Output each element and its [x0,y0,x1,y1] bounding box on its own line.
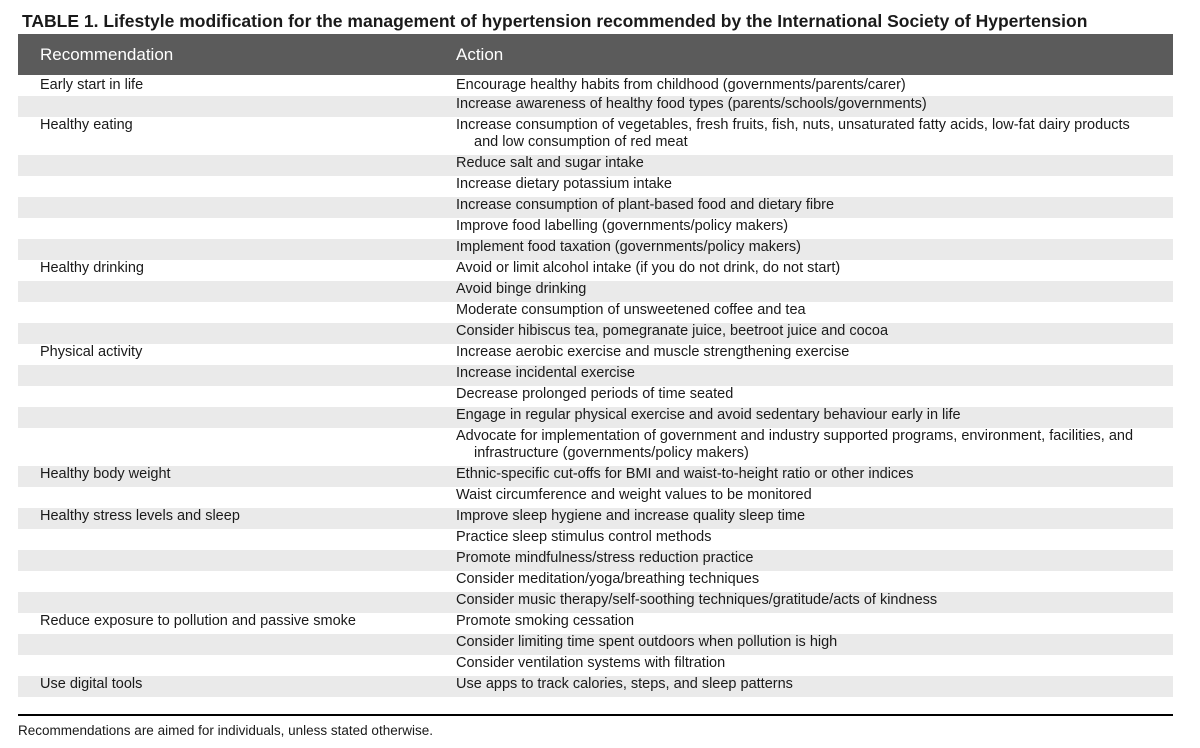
recommendation-cell [18,592,436,613]
table-row [18,365,1173,386]
header-action: Action [456,44,504,64]
recommendation-cell [18,323,436,344]
action-text: Consider ventilation systems with filtration [456,655,726,671]
recommendation-cell [18,655,436,676]
table-row [18,386,1173,407]
recommendation-cell: Use digital tools [40,676,143,692]
action-cell [436,281,1173,302]
recommendation-cell [18,218,436,239]
action-cell [436,529,1173,550]
recommendation-cell [18,281,436,302]
action-cell [436,218,1173,239]
table-row [18,676,1173,697]
header-recommendation: Recommendation [40,44,174,64]
action-cell [436,407,1173,428]
action-cell [436,466,1173,487]
recommendation-cell [18,634,436,655]
recommendation-cell [18,155,436,176]
action-text: Advocate for implementation of government and industry supported programs, environment, facilities, and infrastructure (governments/policy makers) [456,428,1134,461]
table-row [18,634,1173,655]
table-row [18,176,1173,197]
action-text: Consider limiting time spent outdoors when pollution is high [456,634,838,650]
bottom-rule [18,714,1173,716]
action-text: Increase consumption of plant-based food and dietary fibre [456,197,835,213]
table-row [18,466,1173,487]
table-row [18,260,1173,281]
action-text: Improve food labelling (governments/policy makers) [456,218,789,234]
action-cell [436,634,1173,655]
table-row [18,218,1173,239]
action-text: Engage in regular physical exercise and avoid sedentary behaviour early in life [456,407,961,423]
action-cell [436,592,1173,613]
recommendation-cell [18,487,436,508]
recommendation-cell: Healthy drinking [40,260,144,276]
action-cell [436,176,1173,197]
recommendation-cell [18,365,436,386]
lifestyle-table [18,34,1173,697]
action-cell [436,323,1173,344]
recommendation-cell: Healthy stress levels and sleep [40,508,240,524]
recommendation-cell [18,197,436,218]
action-text: Promote smoking cessation [456,613,635,629]
action-text: Avoid or limit alcohol intake (if you do not drink, do not start) [456,260,841,276]
action-cell [436,96,1173,117]
recommendation-cell: Reduce exposure to pollution and passive smoke [40,613,356,629]
action-cell [436,197,1173,218]
action-cell [436,344,1173,365]
action-text: Increase dietary potassium intake [456,176,672,192]
table-row [18,529,1173,550]
recommendation-cell: Early start in life [40,77,144,93]
table-body [18,75,1173,697]
table-row [18,655,1173,676]
recommendation-cell: Healthy body weight [40,466,171,482]
header-row [18,34,1173,75]
recommendation-cell [18,407,436,428]
table-header [18,34,1173,75]
action-text: Reduce salt and sugar intake [456,155,644,171]
action-cell [436,676,1173,697]
table-row [18,96,1173,117]
table-title: TABLE 1. Lifestyle modification for the management of hypertension recommended by the International Society of Hypertension [22,11,1088,31]
action-text: Waist circumference and weight values to be monitored [456,487,812,503]
action-text: Increase aerobic exercise and muscle strengthening exercise [456,344,850,360]
action-text: Practice sleep stimulus control methods [456,529,712,545]
action-cell [436,75,1173,96]
action-cell [436,428,1173,466]
footnote: Recommendations are aimed for individuals, unless stated otherwise. [18,723,433,738]
action-text: Implement food taxation (governments/policy makers) [456,239,801,255]
action-cell [436,508,1173,529]
action-cell [436,655,1173,676]
table-row [18,75,1173,96]
action-text: Ethnic-specific cut-offs for BMI and waist-to-height ratio or other indices [456,466,914,482]
recommendation-cell [18,302,436,323]
table-row [18,197,1173,218]
table-row [18,281,1173,302]
action-cell [436,260,1173,281]
recommendation-cell: Healthy eating [40,117,133,133]
recommendation-cell [18,428,436,466]
action-text: Increase consumption of vegetables, fresh fruits, fish, nuts, unsaturated fatty acids, low-fat dairy products and low consumption of red meat [456,117,1130,150]
action-cell [436,613,1173,634]
recommendation-cell [18,571,436,592]
table-row [18,239,1173,260]
action-cell [436,155,1173,176]
action-text: Decrease prolonged periods of time seated [456,386,734,402]
action-text: Increase incidental exercise [456,365,635,381]
action-text: Encourage healthy habits from childhood (governments/parents/carer) [456,77,906,93]
recommendation-cell [18,176,436,197]
action-text: Promote mindfulness/stress reduction practice [456,550,754,566]
table-row [18,407,1173,428]
action-text: Increase awareness of healthy food types (parents/schools/governments) [456,96,927,112]
table-row [18,155,1173,176]
table-row [18,117,1173,155]
action-cell [436,550,1173,571]
action-text: Improve sleep hygiene and increase quality sleep time [456,508,806,524]
recommendation-cell [18,550,436,571]
recommendation-cell [18,529,436,550]
action-text: Consider music therapy/self-soothing techniques/gratitude/acts of kindness [456,592,938,608]
action-text: Consider meditation/yoga/breathing techniques [456,571,760,587]
action-text: Avoid binge drinking [456,281,587,297]
recommendation-cell [18,96,436,117]
table-row [18,323,1173,344]
table-row [18,592,1173,613]
recommendation-cell [18,386,436,407]
action-text: Consider hibiscus tea, pomegranate juice, beetroot juice and cocoa [456,323,889,339]
table-row [18,302,1173,323]
action-cell [436,239,1173,260]
table-row [18,508,1173,529]
action-cell [436,487,1173,508]
action-cell [436,302,1173,323]
action-text: Use apps to track calories, steps, and sleep patterns [456,676,793,692]
table-row [18,487,1173,508]
table [18,34,1173,697]
action-text: Moderate consumption of unsweetened coffee and tea [456,302,806,318]
action-cell [436,365,1173,386]
action-cell [436,571,1173,592]
table-row [18,571,1173,592]
table-row [18,550,1173,571]
table-row [18,428,1173,466]
action-cell [436,386,1173,407]
table-row [18,613,1173,634]
action-cell [436,117,1173,155]
recommendation-cell: Physical activity [40,344,143,360]
recommendation-cell [18,239,436,260]
table-row [18,344,1173,365]
